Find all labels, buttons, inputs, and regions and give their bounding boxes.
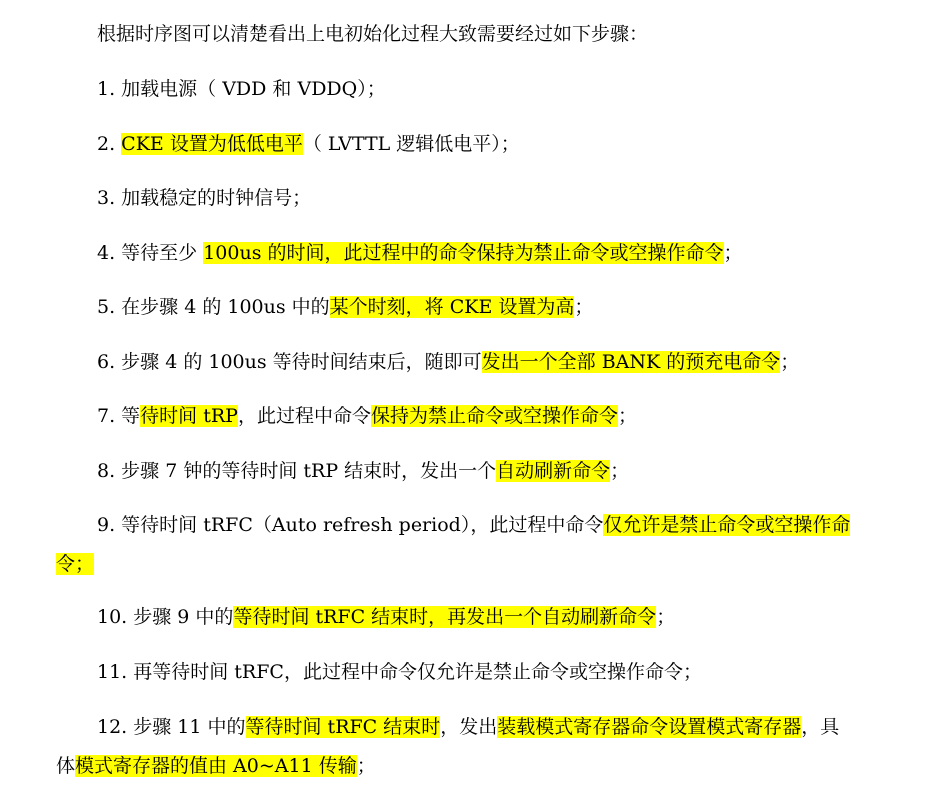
highlighted-text: 装载模式寄存器命令设置模式寄存器 [497, 716, 802, 738]
step-11 [56, 658, 890, 686]
step-3 [56, 184, 890, 212]
step-text: ； [356, 755, 376, 777]
step-text: ； [780, 351, 800, 373]
highlighted-text: 待时间 tRP [140, 405, 238, 427]
step-text: 1. 加载电源（ VDD 和 VDDQ）； [97, 78, 386, 100]
step-text: 12. 步骤 11 中的 [97, 716, 246, 738]
highlighted-text: 等待时间 tRFC 结束时，再发出一个自动刷新命令 [233, 606, 657, 628]
highlighted-text: 100us 的时间，此过程中的命令保持为禁止命令或空操作命令 [203, 242, 724, 264]
step-text: ； [574, 296, 594, 318]
step-6 [56, 348, 890, 376]
step-text: 11. 再等待时间 tRFC，此过程中命令仅允许是禁止命令或空操作命令； [97, 661, 702, 683]
step-text: ； [723, 242, 743, 264]
step-text: ； [617, 405, 637, 427]
step-text: 6. 步骤 4 的 100us 等待时间结束后，随即可 [97, 351, 482, 373]
step-text: 9. 等待时间 tRFC（Auto refresh period），此过程中命令 [97, 514, 604, 536]
step-text: ，发出 [440, 716, 498, 738]
intro-paragraph: 根据时序图可以清楚看出上电初始化过程大致需要经过如下步骤： [97, 23, 649, 45]
step-9-continuation [56, 550, 890, 578]
step-text: 4. 等待至少 [97, 242, 204, 264]
step-text: 3. 加载稳定的时钟信号； [97, 187, 312, 209]
step-text: 2. [97, 133, 122, 155]
highlighted-text: CKE 设置为低低电平 [121, 133, 303, 155]
step-10 [56, 603, 890, 631]
step-4 [56, 239, 890, 267]
step-12-continuation [56, 752, 890, 780]
step-text: ，此过程中命令 [237, 405, 371, 427]
step-text: 10. 步骤 9 中的 [97, 606, 234, 628]
highlighted-text: 某个时刻，将 CKE 设置为高 [329, 296, 575, 318]
step-text: 5. 在步骤 4 的 100us 中的 [97, 296, 330, 318]
highlighted-text: 发出一个全部 BANK 的预充电命令 [481, 351, 781, 373]
highlighted-text: 自动刷新命令 [496, 460, 611, 482]
highlighted-text: 仅允许是禁止命令或空操作命 [603, 514, 851, 536]
step-text: ，具 [801, 716, 840, 738]
step-text: ； [656, 606, 676, 628]
step-1 [56, 75, 890, 103]
step-2 [56, 130, 890, 158]
step-text: （ LVTTL 逻辑低电平）； [302, 133, 520, 155]
step-text: 体 [56, 755, 76, 777]
step-text: 8. 步骤 7 钟的等待时间 tRP 结束时，发出一个 [97, 460, 497, 482]
step-5 [56, 293, 890, 321]
step-text: 7. 等 [97, 405, 141, 427]
step-8 [56, 457, 890, 485]
highlighted-text: 模式寄存器的值由 A0~A11 传输 [75, 755, 357, 777]
step-12 [56, 713, 890, 741]
step-7 [56, 402, 890, 430]
step-9 [56, 511, 890, 539]
highlighted-text: 令； [56, 553, 95, 575]
step-text: ； [610, 460, 630, 482]
highlighted-text: 等待时间 tRFC 结束时 [245, 716, 441, 738]
highlighted-text: 保持为禁止命令或空操作命令 [370, 405, 618, 427]
